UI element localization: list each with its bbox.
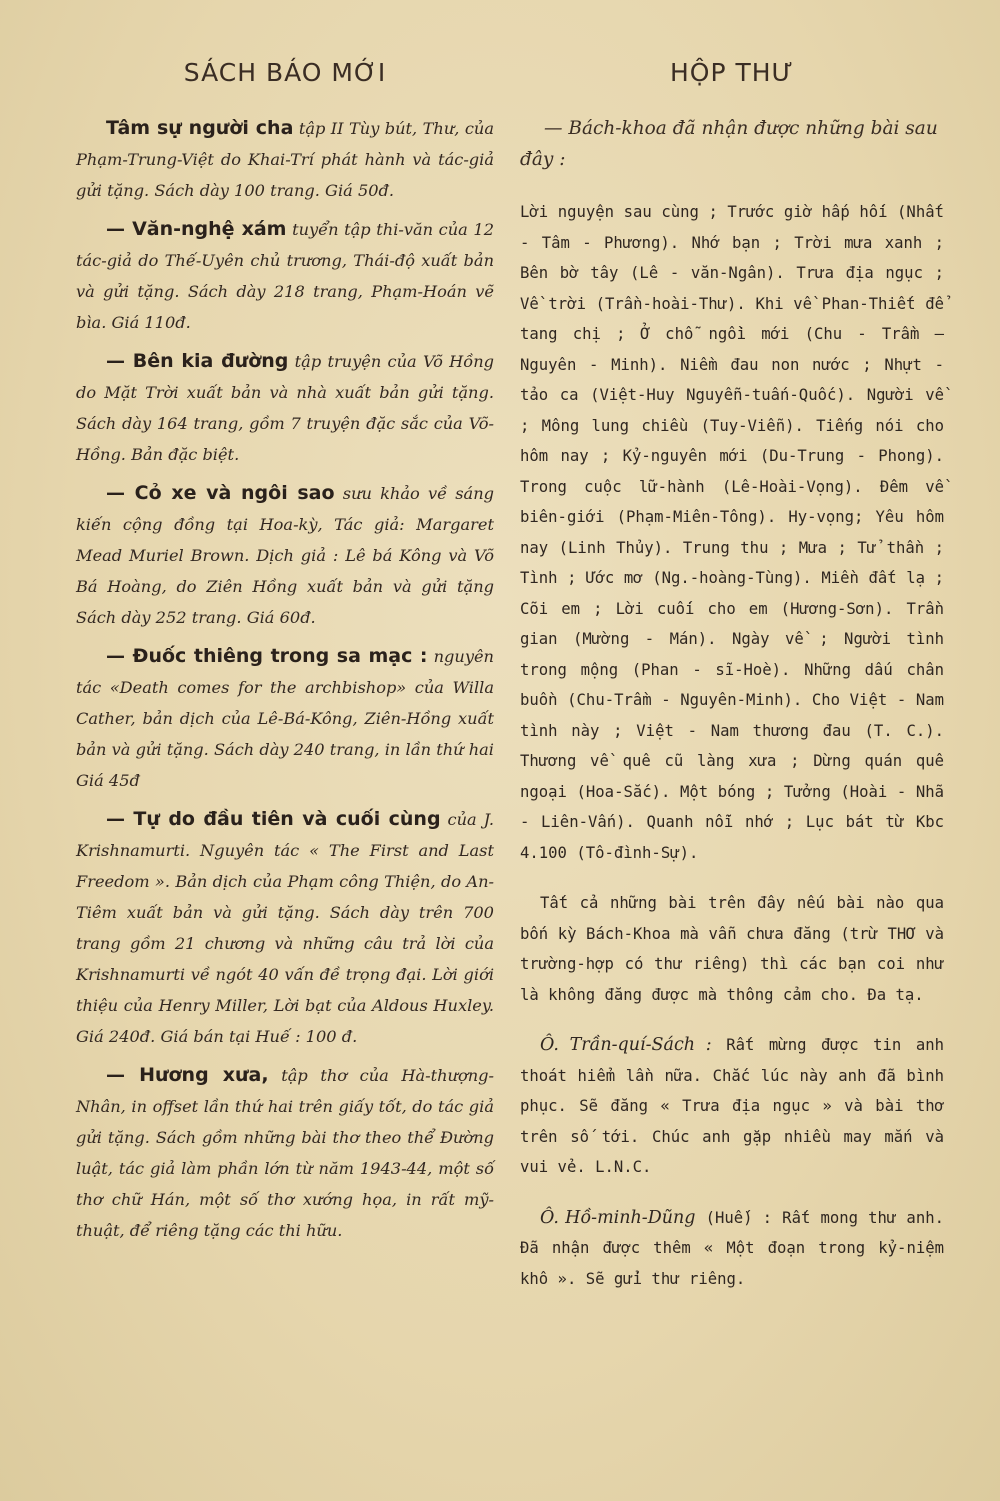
book-entry <box>76 346 494 470</box>
reply-recipient: Ô. Trần-quí-Sách : <box>540 1035 712 1055</box>
book-description: tập thơ của Hà-thượng-Nhân, in offset lần thứ hai trên giấy tốt, do tác giả gửi tặng. Sách gồm những bài thơ theo thể Đường luật, tác giả làm phần lớn từ năm 1943-44, một số thơ chữ Hán, một số thơ xướng họa, in rất mỹ-thuật, để riêng tặng các thi hữu. <box>76 1066 494 1240</box>
book-title: — Đuốc thiêng trong sa mạc : <box>106 645 428 667</box>
book-description: tuyển tập thi-văn của 12 tác-giả do Thế-Uyên chủ trương, Thái-độ xuất bản và gửi tặng. Sách dày 218 trang, Phạm-Hoán vẽ bìa. Giá 110đ. <box>76 220 494 332</box>
book-title: — Bên kia đường <box>106 350 289 372</box>
book-description: tập II Tùy bút, Thư, của Phạm-Trung-Việt do Khai-Trí phát hành và tác-giả gửi tặng. Sách dày 100 trang. Giá 50đ. <box>76 119 494 200</box>
book-entry <box>76 1060 494 1246</box>
book-title: — Tự do đầu tiên và cuối cùng <box>106 808 441 830</box>
book-entry <box>76 804 494 1052</box>
mailbox-column <box>520 58 944 1314</box>
book-description: sưu khảo về sáng kiến cộng đồng tại Hoa-kỳ, Tác giả: Margaret Mead Muriel Brown. Dịch giả : Lê bá Kông và Võ Bá Hoàng, do Ziên Hồng xuất bản và gửi tặng Sách dày 252 trang. Giá 60đ. <box>76 484 494 627</box>
mailbox-intro: — Bách-khoa đã nhận được những bài sau đây : <box>520 118 938 170</box>
publication-notice: Tất cả những bài trên đây nếu bài nào qua bốn kỳ Bách-Khoa mà vẫn chưa đăng (trừ THƠ và trường-hợp có thư riêng) thì các bạn coi như là không đăng được mà thông cảm cho. Đa tạ. <box>520 894 944 1004</box>
reply-item <box>520 1203 944 1295</box>
book-entry <box>76 214 494 338</box>
received-works-list: Lời nguyện sau cùng ; Trước giờ hấp hối (Nhất - Tâm - Phương). Nhớ bạn ; Trời mưa xanh ; Bên bờ tây (Lê - văn-Ngân). Trưa địa ngục ; Về trời (Trần-hoài-Thư). Khi về Phan-Thiết để tang chị ; Ở chỗ ngồi mới (Chu - Trầm — Nguyên - Minh). Niềm đau non nước ; Nhựt - tảo ca (Việt-Huy Nguyễn-tuấn-Quốc). Người về ; Mông lung chiều (Tuy-Viễn). Tiếng nói cho hôm nay ; Kỷ-nguyên mới (Du-Trung - Phong). Trong cuộc lữ-hành (Lê-Hoài-Vọng). Đêm về biên-giới (Phạm-Miên-Tông). Hy-vọng; Yêu hôm nay (Linh Thủy). Trung thu ; Mưa ; Tử thần ; Tình ; Ước mơ (Ng.-hoàng-Tùng). Miền đất lạ ; Cõi em ; Lời cuối cho em (Hương-Sơn). Trần gian (Mường - Mán). Ngày về ; Người tình trong mộng (Phan - sĩ-Hoè). Những dấu chân buồn (Chu-Trầm - Nguyên-Minh). Cho Việt - Nam tình này ; Việt - Nam thương đau (T. C.). Thương về quê cũ làng xưa ; Dừng quán quê ngoại (Hoa-Sắc). Một bóng ; Tưởng (Hoài - Nhã - Liên-Vấn). Quanh nỗi nhớ ; Lục bát từ Kbc 4.100 (Tô-đình-Sự). <box>520 203 944 862</box>
reply-item <box>520 1030 944 1183</box>
book-entry <box>76 641 494 796</box>
book-description: nguyên tác «Death comes for the archbishop» của Willa Cather, bản dịch của Lê-Bá-Kông, Ziên-Hồng xuất bản và gửi tặng. Sách dày 240 trang, in lần thứ hai Giá 45đ <box>76 647 494 790</box>
book-description: của J. Krishnamurti. Nguyên tác « The First and Last Freedom ». Bản dịch của Phạm công Thiện, do An-Tiêm xuất bản và gửi tặng. Sách dày trên 700 trang gồm 21 chương và những câu trả lời của Krishnamurti về ngót 40 vấn đề trọng đại. Lời giới thiệu của Henry Miller, Lời bạt của Aldous Huxley. Giá 240đ. Giá bán tại Huế : 100 đ. <box>76 810 494 1046</box>
reply-recipient: Ô. Hồ-minh-Dũng <box>540 1207 696 1228</box>
book-title: Tâm sự người cha <box>106 117 294 139</box>
mailbox-title: HỘP THƯ <box>669 58 795 87</box>
book-entry <box>76 478 494 633</box>
book-title: — Văn-nghệ xám <box>106 218 287 240</box>
reply-text: (Huế) : Rất mong thư anh. Đã nhận được thêm « Một đoạn trong kỷ-niệm khô ». Sẽ gửi thư riêng. <box>520 1208 944 1288</box>
new-books-title: SÁCH BÁO MỚI <box>183 58 387 87</box>
new-books-column <box>76 58 494 1254</box>
book-description: tập truyện của Võ Hồng do Mặt Trời xuất bản và nhà xuất bản gửi tặng. Sách dày 164 trang, gồm 7 truyện đặc sắc của Võ-Hồng. Bản đặc biệt. <box>76 352 494 464</box>
book-title: — Hương xưa, <box>106 1064 269 1086</box>
reply-text: Rất mừng được tin anh thoát hiểm lần nữa. Chắc lúc này anh đã bình phục. Sẽ đăng « Trưa địa ngục » và bài thơ trên số tới. Chúc anh gặp nhiều may mắn và vui vẻ. L.N.C. <box>520 1036 945 1176</box>
book-title: — Cỏ xe và ngôi sao <box>106 482 335 504</box>
book-entry <box>76 113 494 206</box>
